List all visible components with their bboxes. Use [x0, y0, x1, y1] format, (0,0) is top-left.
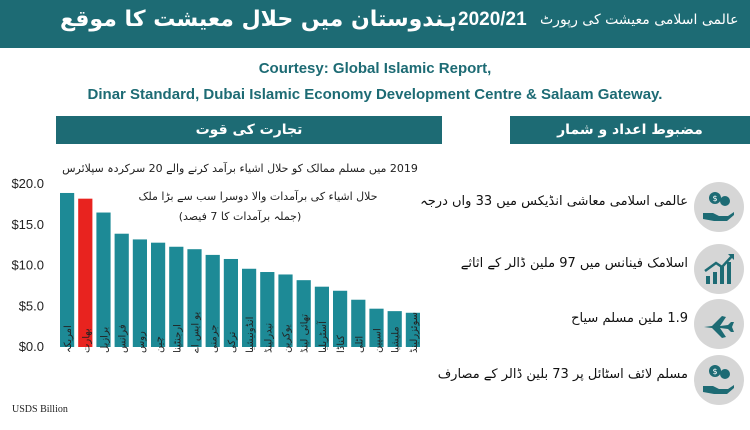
x-tick-label: چین	[154, 336, 166, 353]
y-tick-label: $0.0	[18, 339, 44, 354]
chart-annotation-sub: (جملہ برآمدات کا 7 فیصد)	[178, 210, 302, 223]
svg-text:$: $	[712, 367, 718, 376]
x-tick-label: ملیشیا	[390, 326, 402, 353]
x-tick-label: انڈونیشیا	[245, 316, 257, 353]
banner-year: 2020/21	[458, 9, 527, 30]
y-tick-label: $20.0	[11, 176, 44, 191]
unit-label: USDS Billion	[12, 404, 68, 415]
x-tick-label: بھارت	[81, 328, 93, 353]
facts-section-header: مضبوط اعداد و شمار	[510, 116, 750, 144]
fact-item	[470, 297, 750, 351]
x-tick-label: امریکہ	[63, 325, 75, 353]
x-tick-label: برازیل	[99, 326, 111, 353]
fact-item	[420, 180, 750, 234]
x-tick-label: اسپین	[372, 328, 384, 353]
bar	[151, 243, 165, 347]
courtesy-line-1: Courtesy: Global Islamic Report,	[258, 60, 492, 77]
x-tick-label: ترکی	[226, 331, 238, 353]
x-tick-label: سوئزرلینڈ	[408, 311, 420, 353]
svg-text:$: $	[712, 194, 718, 203]
header-banner	[0, 0, 750, 48]
banner-subtitle: عالمی اسلامی معیشت کی رپورٹ	[540, 12, 739, 28]
courtesy-line-2: Dinar Standard, Dubai Islamic Economy Development Centre & Salaam Gateway.	[87, 86, 663, 103]
y-tick-label: $15.0	[11, 216, 44, 232]
fact-item	[460, 242, 750, 296]
trade-section-header: تجارت کی قوت	[56, 116, 442, 144]
fact-item	[437, 353, 750, 407]
banner-title: ہندوستان میں حلال معیشت کا موقع	[60, 7, 457, 32]
bar	[60, 193, 74, 347]
bar	[133, 239, 147, 347]
fact-text: مسلم لائف اسٹائل پر 73 بلین ڈالر کے مصارف	[437, 367, 688, 382]
growth-chart-icon	[694, 244, 744, 294]
x-tick-label: کناڈا	[336, 334, 348, 353]
y-tick-label: $10.0	[11, 257, 44, 273]
x-tick-label: جرمنی	[208, 324, 220, 353]
x-tick-label: یو ایس اے	[190, 311, 202, 353]
x-tick-label: یوکرین	[281, 324, 293, 353]
x-tick-label: ارجنٹینا	[172, 324, 184, 353]
fact-text: اسلامک فینانس میں 97 ملین ڈالر کے اثاثے	[460, 256, 688, 271]
x-tick-label: اٹلی	[354, 335, 366, 353]
x-tick-label: آسٹریلیا	[317, 321, 329, 353]
x-tick-label: تھائی لینڈ	[299, 313, 311, 353]
halal-exports-bar-chart	[0, 150, 470, 405]
x-tick-label: روس	[135, 331, 147, 353]
coins-hand-icon	[694, 182, 744, 232]
x-tick-label: نیدرلینڈ	[263, 322, 275, 353]
x-tick-label: فرانس	[117, 324, 129, 353]
y-tick-label: $5.0	[18, 298, 44, 314]
fact-text: عالمی اسلامی معاشی انڈیکس میں 33 واں درجہ	[420, 194, 688, 209]
bar	[78, 199, 92, 347]
airplane-icon	[694, 299, 744, 349]
coins-hand-icon	[694, 355, 744, 405]
y-axis	[11, 176, 44, 354]
chart-title: 2019 میں مسلم ممالک کو حلال اشیاء برآمد کرنے والے 20 سرکردہ سپلائرس	[62, 162, 418, 175]
fact-text: 1.9 ملین مسلم سیاح	[571, 311, 688, 326]
chart-annotation: حلال اشیاء کی برآمدات والا دوسرا سب سے بڑا ملک	[138, 190, 378, 203]
